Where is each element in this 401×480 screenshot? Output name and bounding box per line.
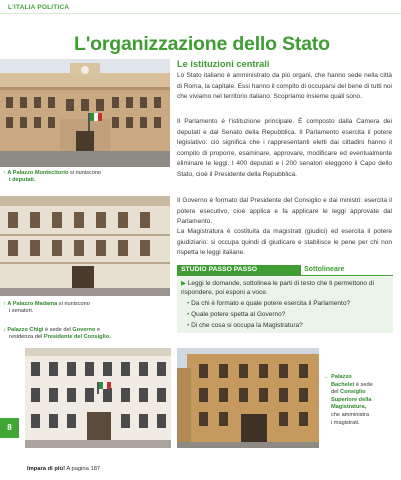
section-subtitle: Le istituzioni centrali [177, 59, 270, 69]
caption-text: i senatori. [9, 308, 34, 315]
caption-text: si riuniscono [69, 170, 102, 176]
chigi-caption [3, 327, 173, 341]
caption-keyword: i deputati. [9, 177, 36, 184]
caption-keyword: Consiglio [340, 389, 366, 396]
arrow-down-icon: ↓ [3, 327, 6, 333]
madama-photo [0, 196, 170, 296]
caption-line [331, 389, 398, 397]
page-number: 8 [0, 418, 19, 438]
caption-keyword: Palazzo [331, 374, 352, 380]
study-box [177, 277, 393, 333]
study-subtitle: Sottolineare [304, 266, 345, 273]
footer-text: A pagina 187 [66, 466, 101, 472]
play-icon: ▶ [181, 280, 186, 287]
caption-line [331, 412, 398, 420]
caption-line [331, 420, 398, 428]
caption-text: i magistrati. [331, 419, 360, 426]
caption-text: del [331, 389, 339, 396]
magistratura-paragraph: La Magistratura è costituita da magistrati (giudici) ed esercita il potere giudiziario: si occupa quindi di giudicare e stabilisce le pene per chi non rispetta le leggi italiane. [177, 228, 392, 257]
caption-text: residenza del [9, 334, 43, 341]
question-text: Di che cosa si occupa la Magistratura? [191, 322, 303, 329]
caption-text: è sede [355, 381, 373, 388]
arrow-up-icon: ↑ [3, 301, 6, 307]
caption-text: che amministra [331, 411, 369, 418]
list-item [187, 298, 391, 309]
study-tag: STUDIO PASSO PASSO [177, 265, 301, 275]
caption-keyword: A Palazzo Montecitorio [7, 170, 69, 176]
montecitorio-caption [3, 170, 168, 184]
study-instruction [181, 280, 389, 297]
chigi-illustration [25, 348, 171, 448]
caption-text: è sede del [44, 327, 71, 333]
arrow-up-icon: ↑ [3, 170, 6, 176]
caption-line [324, 374, 398, 382]
caption-line [331, 404, 398, 412]
question-text: Da chi è formato e quale potere esercita il Parlamento? [191, 300, 351, 307]
caption-keyword: Palazzo Chigi [7, 327, 44, 333]
montecitorio-photo [0, 59, 170, 167]
page-title: L'organizzazione dello Stato [74, 33, 330, 55]
bachelet-illustration [177, 348, 319, 448]
bachelet-caption [324, 374, 398, 427]
caption-text: si riuniscono [58, 301, 90, 307]
caption-keyword: Bachelet [331, 381, 355, 388]
question-text: Quale potere spetta al Governo? [191, 311, 286, 318]
list-item [187, 309, 391, 320]
footer-reference[interactable] [27, 466, 100, 472]
list-item [187, 320, 391, 331]
bullet-icon: • [187, 322, 190, 329]
caption-keyword: Presidente del Consiglio. [43, 334, 111, 341]
caption-line [331, 397, 398, 405]
study-divider [177, 275, 393, 276]
caption-keyword: Governo [72, 327, 96, 333]
caption-text: e [96, 327, 101, 333]
caption-keyword: Magistratura, [331, 404, 367, 411]
bullet-icon: • [187, 300, 190, 307]
montecitorio-illustration [0, 59, 170, 167]
madama-caption [3, 301, 168, 315]
header-divider [0, 13, 401, 14]
footer-bold: Impara di più! [27, 466, 66, 472]
study-header [177, 265, 393, 275]
question-list [187, 298, 391, 331]
intro-paragraph: Lo Stato italiano è amministrato da più organi, che hanno sede nella città di Roma, la capitale. Essi hanno il compito di occuparsi del bene di tutti noi che viviamo nel territorio italiano. Scopriamo insieme quali sono. [177, 72, 392, 101]
caption-keyword: Superiore della [331, 396, 372, 403]
instruction-text: Leggi le domande, sottolinea le parti di testo che ti permettono di rispondere, poi esponi a voce. [181, 280, 374, 296]
parlamento-paragraph: Il Parlamento è l'istituzione principale. È composto dalla Camera dei deputati e dal Senato della Repubblica. Il Parlamento esercita il potere legislativo: ciò significa che i rappresentanti eletti dai cittadini hanno il compito di proporre, esaminare, approvare, modificare ed eventualmente eliminare le leggi. I 400 deputati e i 200 senatori eleggono il Capo dello Stato, cioè il Presidente della Repubblica. [177, 118, 392, 178]
section-label: L'ITALIA POLITICA [8, 4, 70, 11]
caption-keyword: A Palazzo Madama [7, 301, 58, 307]
madama-illustration [0, 196, 170, 296]
chigi-photo [25, 348, 171, 448]
bachelet-photo [177, 348, 319, 448]
bullet-icon: • [187, 311, 190, 318]
caption-line [331, 382, 398, 390]
governo-paragraph: Il Governo è formato dal Presidente del Consiglio e dai ministri: esercita il potere esecutivo, cioè applica e fa applicare le leggi approvate dal Parlamento. [177, 197, 392, 226]
arrow-left-icon: ← [324, 374, 330, 380]
